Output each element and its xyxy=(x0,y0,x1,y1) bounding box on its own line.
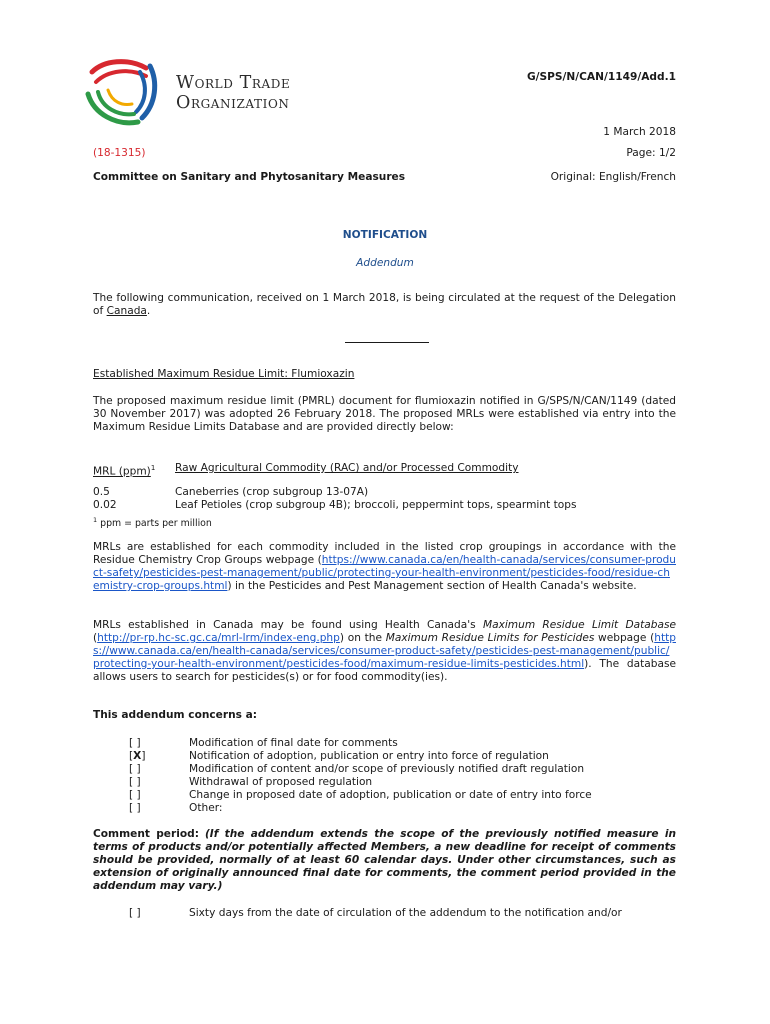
table-row: 0.5 Caneberries (crop subgroup 13-07A) xyxy=(93,485,369,498)
doc-symbol: G/SPS/N/CAN/1149/Add.1 xyxy=(526,71,676,83)
col-commodity-header: Raw Agricultural Commodity (RAC) and/or Processed Commodity xyxy=(175,462,519,474)
checkbox: [ ] xyxy=(129,763,141,775)
addendum-subtitle: Addendum xyxy=(356,257,414,269)
checkbox: [ ] xyxy=(129,907,141,919)
list-item[interactable]: [ ] Change in proposed date of adoption, publication or date of entry into force xyxy=(129,789,592,801)
mrl-pesticides-link[interactable]: https://www.canada.ca/en/health-canada/services/consumer-product-safety/pesticides-pest-management/public/protecting-your-health-environment/pesticides-food/maximum-residue-limits-pesticides.html xyxy=(93,632,676,670)
list-item[interactable]: [ ] Modification of final date for comments xyxy=(129,737,398,749)
footnote: $^1$ ppm = parts per million xyxy=(93,516,212,530)
checkbox: [ ] xyxy=(129,776,141,788)
org-name xyxy=(176,73,290,113)
crop-groups-paragraph: MRLs are established for each commodity included in the listed crop groupings in accordance with the Residue Chemistry Crop Groups webpage (https://www.canada.ca/en/health-canada/services/consumer-product-safety/pesticides-pest-management/public/protecting-your-health-environment/pesticides-food/residue-chemistry-crop-groups.html) in the Pesticides and Pest Management section of Health Canada's website. xyxy=(93,541,676,592)
section-divider xyxy=(345,342,429,343)
ref-number: (18-1315) xyxy=(93,147,146,159)
section-heading: Established Maximum Residue Limit: Flumioxazin xyxy=(93,368,355,380)
org-name-line1: World Trade xyxy=(176,73,291,93)
checkbox: [X] xyxy=(129,750,146,762)
intro-end: . xyxy=(146,305,151,317)
doc-date: 1 March 2018 xyxy=(603,126,676,138)
checkbox: [ ] xyxy=(129,737,141,749)
intro-text: The following communication, received on 1 March 2018, is being circulated at the request of the Delegation of xyxy=(93,292,676,317)
intro-paragraph xyxy=(93,292,676,318)
original-language: Original: English/French xyxy=(550,171,676,183)
committee-name: Committee on Sanitary and Phytosanitary Measures xyxy=(93,171,406,183)
org-name-line2: Organization xyxy=(176,93,290,113)
checkbox: [ ] xyxy=(129,789,141,801)
wto-logo-icon xyxy=(84,58,164,130)
page-indicator: Page: 1/2 xyxy=(626,147,676,159)
comment-period-paragraph: Comment period: (If the addendum extends the scope of the previously notified measure in terms of products and/or potentially affected Members, a new deadline for receipt of comments should be provided, normally of at least 60 calendar days. Under other circumstances, such as extension of originally announced final date for comments, the comment period provided in the addendum may vary.) xyxy=(93,828,676,892)
database-paragraph: MRLs established in Canada may be found using Health Canada's Maximum Residue Limit Database (http://pr-rp.hc-sc.gc.ca/mrl-lrm/index-eng.php) on the Maximum Residue Limits for Pesticides webpage (https://www.canada.ca/en/health-canada/services/consumer-product-safety/pesticides-pest-management/public/protecting-your-health-environment/pesticides-food/maximum-residue-limits-pesticides.html). The database allows users to search for pesticides(s) or for food commodity(ies). xyxy=(93,619,676,683)
section-paragraph: The proposed maximum residue limit (PMRL) document for flumioxazin notified in G/SPS/N/CAN/1149 (dated 30 November 2017) was adopted 26 February 2018. The proposed MRLs were established via entry into the Maximum Residue Limits Database and are provided directly below: xyxy=(93,395,676,433)
last-list-item[interactable]: [ ] Sixty days from the date of circulation of the addendum to the notification and/or xyxy=(129,907,622,919)
list-item[interactable]: [ ] Other: xyxy=(129,802,223,814)
col-mrl-header: MRL (ppm)$^1$ xyxy=(93,464,156,478)
concerns-heading: This addendum concerns a: xyxy=(93,709,257,721)
list-item[interactable]: [ ] Withdrawal of proposed regulation xyxy=(129,776,373,788)
concerns-list xyxy=(129,737,592,815)
crop-groups-link[interactable]: https://www.canada.ca/en/health-canada/services/consumer-product-safety/pesticides-pest-management/public/protecting-your-health-environment/pesticides-food/residue-chemistry-crop-groups.html xyxy=(93,554,676,592)
mrl-table xyxy=(93,462,576,512)
list-item[interactable]: [ ] Modification of content and/or scope of previously notified draft regulation xyxy=(129,763,585,775)
intro-country: Canada xyxy=(106,305,147,317)
checkbox: [ ] xyxy=(129,802,141,814)
list-item[interactable]: [X] Notification of adoption, publication or entry into force of regulation xyxy=(129,750,549,762)
table-header xyxy=(93,462,576,479)
mrl-database-link[interactable]: http://pr-rp.hc-sc.gc.ca/mrl-lrm/index-eng.php xyxy=(97,632,340,644)
notification-title: NOTIFICATION xyxy=(342,229,428,241)
table-row: 0.02 Leaf Petioles (crop subgroup 4B); broccoli, peppermint tops, spearmint tops xyxy=(93,498,577,511)
